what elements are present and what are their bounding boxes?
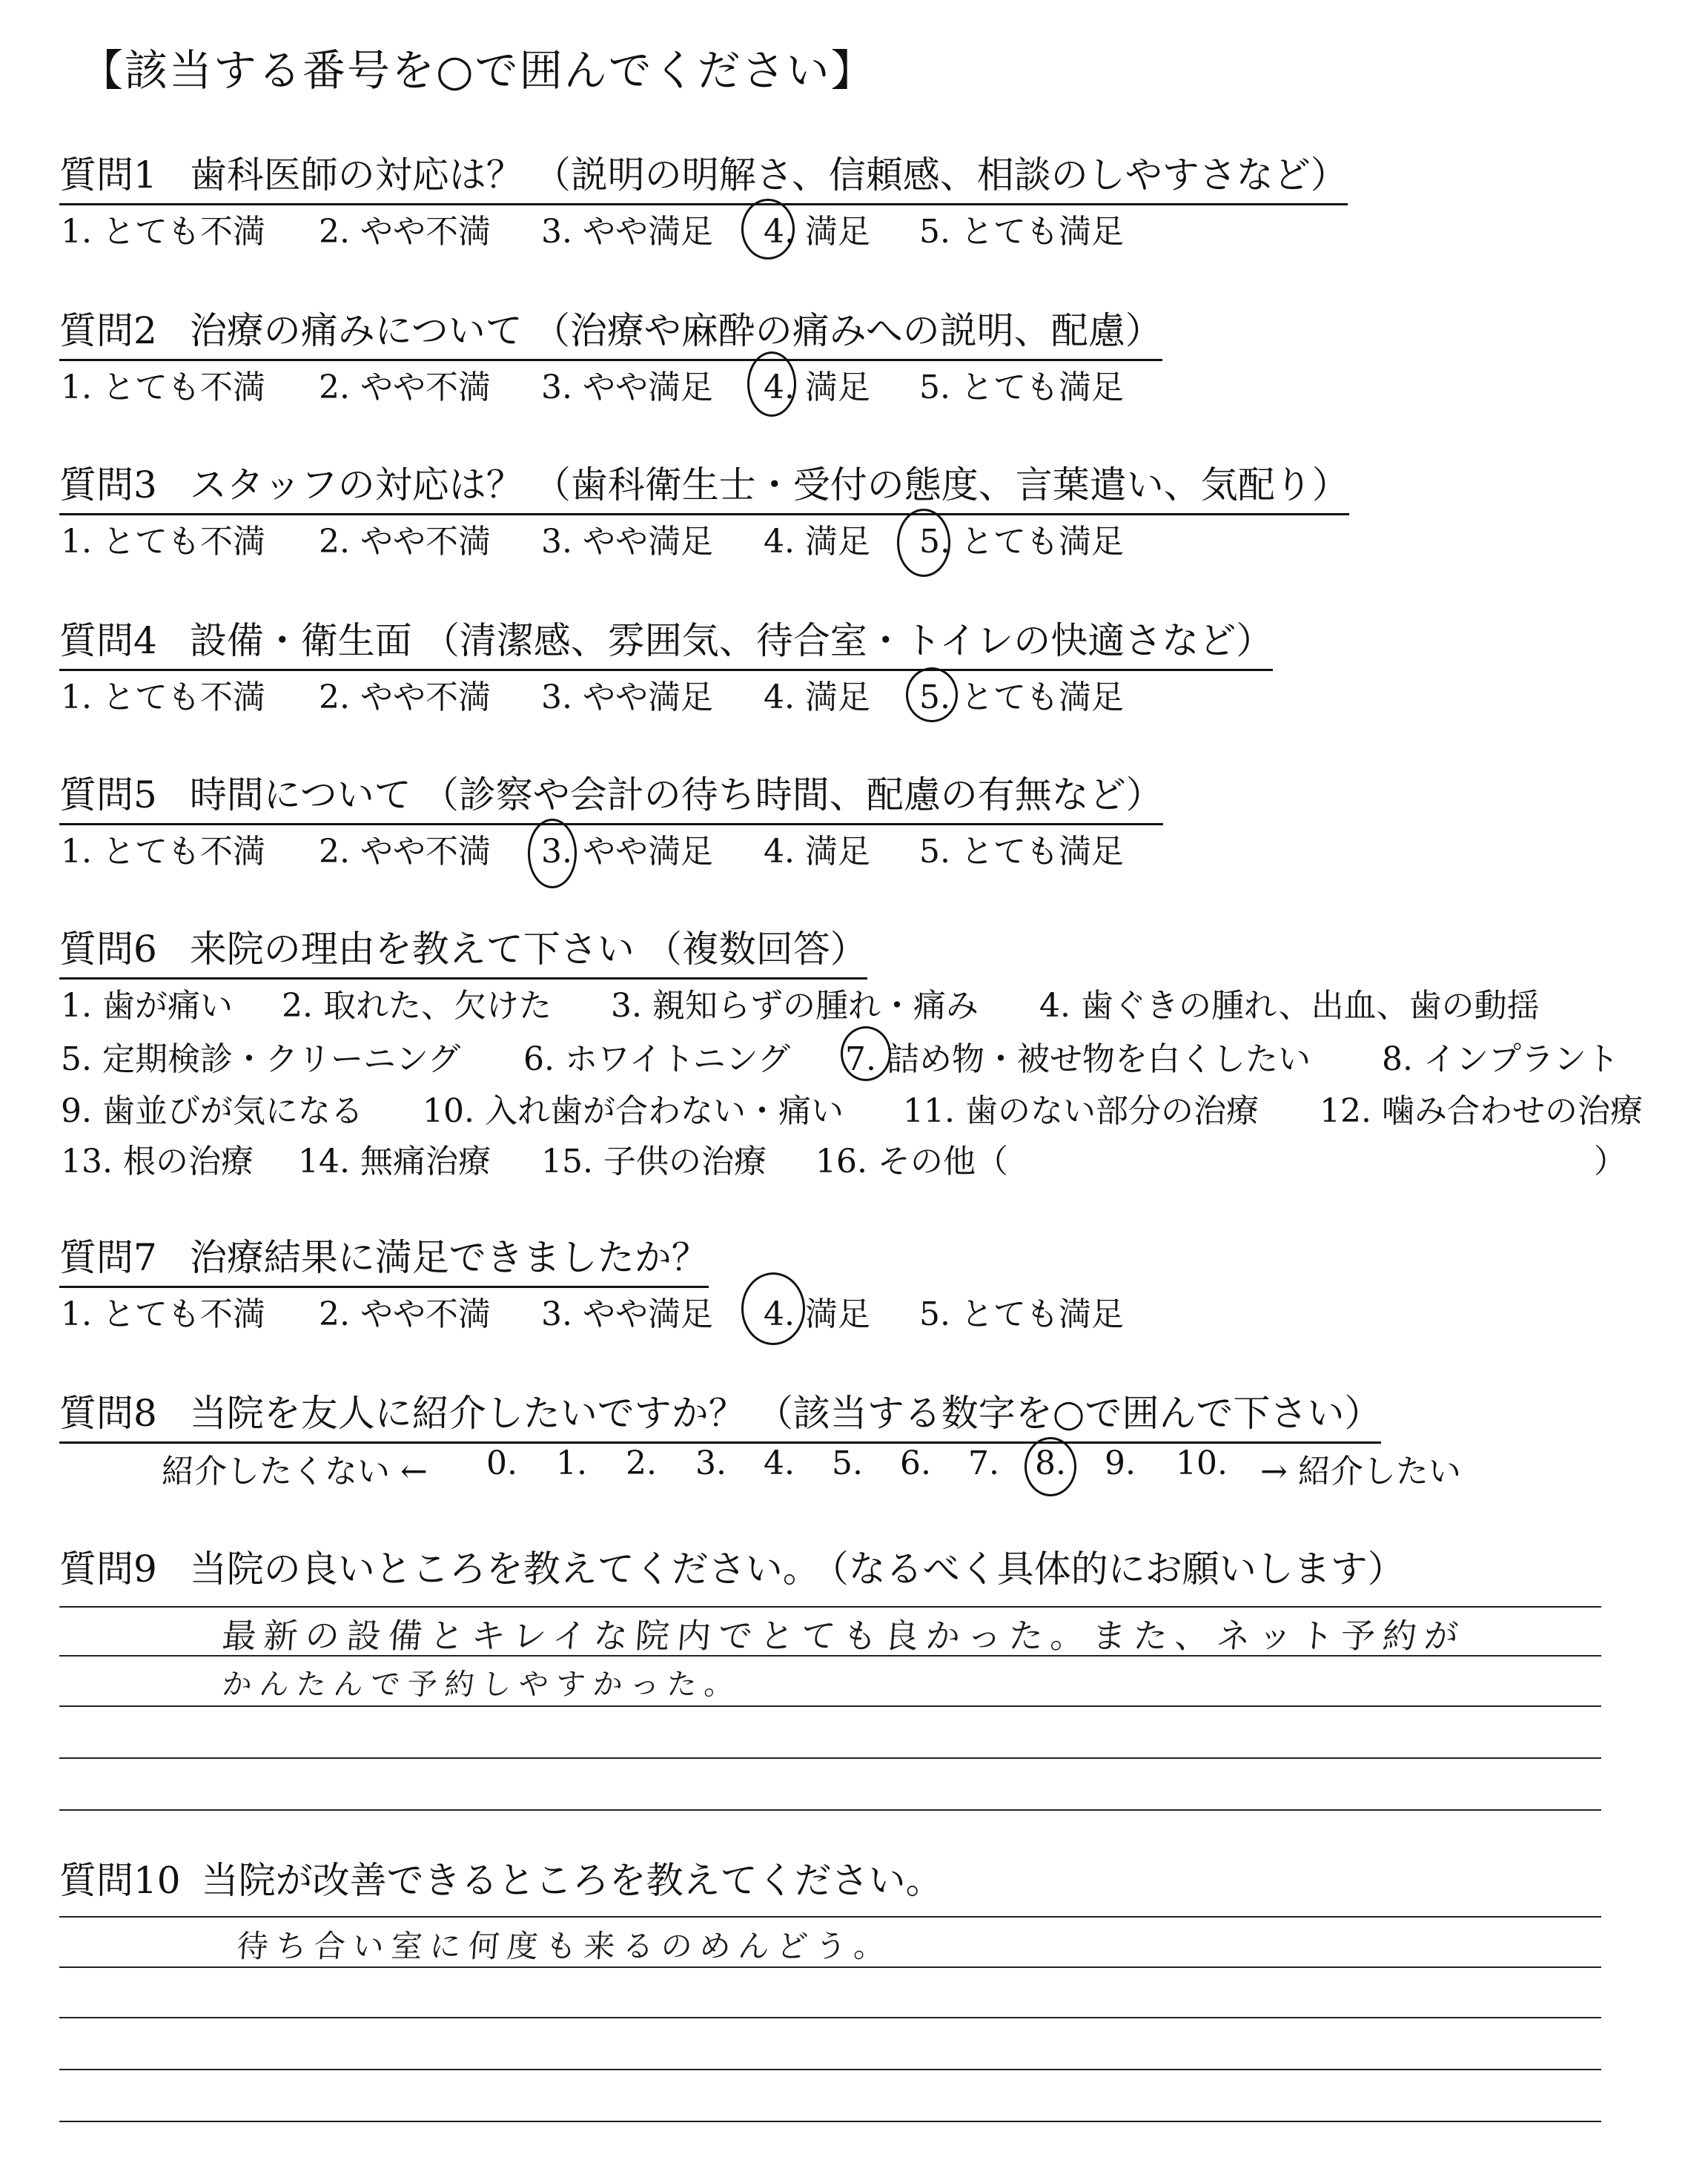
question-1-text: 歯科医師の対応は？ [189, 153, 523, 196]
q4-selected-circle [906, 667, 958, 722]
question-2-text: 治療の痛みについて [189, 309, 523, 352]
question-5-note: （診察や会計の待ち時間、配慮の有無など） [421, 773, 1163, 816]
q2-selected-circle [747, 351, 796, 417]
q6-option-9[interactable]: 9. 歯並びが気になる [61, 1092, 363, 1130]
q4-option-5[interactable]: 5. とても満足 [919, 678, 1124, 716]
question-5-heading [59, 765, 1163, 825]
question-6-number: 質問6 [59, 928, 157, 971]
q1-option-5[interactable]: 5. とても満足 [919, 213, 1124, 251]
question-1-heading [59, 145, 1348, 205]
q3-option-3[interactable]: 3. やや満足 [541, 523, 713, 561]
q5-option-5[interactable]: 5. とても満足 [919, 833, 1124, 871]
q8-scale-left-label: 紹介したくない ← [162, 1453, 428, 1490]
q3-option-2[interactable]: 2. やや不満 [319, 523, 491, 561]
question-8-text: 当院を友人に紹介したいですか？ [189, 1392, 746, 1435]
q10-writing-line [59, 2121, 1601, 2122]
q1-option-1[interactable]: 1. とても不満 [61, 213, 265, 251]
q5-option-2[interactable]: 2. やや不満 [319, 833, 491, 871]
q10-writing-line [59, 1966, 1601, 1968]
q6-option-6[interactable]: 6. ホワイトニング [523, 1040, 791, 1078]
q6-option-14[interactable]: 14. 無痛治療 [298, 1143, 491, 1180]
question-3-heading [59, 455, 1349, 515]
question-3-text: スタッフの対応は？ [189, 463, 523, 506]
question-1-note: （説明の明解さ、信頼感、相談のしやすさなど） [533, 153, 1348, 196]
q8-scale-1[interactable]: 1. [556, 1444, 587, 1482]
q6-option-10[interactable]: 10. 入れ歯が合わない・痛い [423, 1092, 844, 1130]
q9-writing-line [59, 1757, 1601, 1759]
q8-scale-10[interactable]: 10. [1176, 1444, 1228, 1482]
q6-option-3[interactable]: 3. 親知らずの腫れ・痛み [611, 987, 979, 1025]
q3-option-4[interactable]: 4. 満足 [764, 523, 870, 561]
q7-option-2[interactable]: 2. やや不満 [319, 1295, 491, 1333]
question-10-heading [59, 1851, 943, 1909]
q7-option-4[interactable]: 4. 満足 [764, 1295, 870, 1333]
question-9-text: 当院の良いところを教えてください。 [189, 1548, 820, 1591]
q3-option-5[interactable]: 5. とても満足 [919, 523, 1124, 561]
q9-handwritten-answer-line-2: かんたんで予約しやすかった。 [221, 1668, 743, 1702]
q6-option-2[interactable]: 2. 取れた、欠けた [282, 987, 552, 1025]
q7-option-5[interactable]: 5. とても満足 [919, 1295, 1124, 1333]
q8-scale-7[interactable]: 7. [968, 1444, 999, 1482]
q10-writing-line [59, 1916, 1601, 1918]
question-4-note: （清潔感、雰囲気、待合室・トイレの快適さなど） [422, 619, 1274, 662]
q6-option-1[interactable]: 1. 歯が痛い [61, 987, 233, 1025]
question-10-number: 質問10 [59, 1859, 181, 1902]
page-title: 【該当する番号を○で囲んでください】 [80, 45, 875, 96]
q9-writing-line [59, 1809, 1601, 1811]
question-8-heading [59, 1384, 1381, 1444]
question-6-heading [59, 919, 867, 980]
question-9-heading [59, 1539, 1405, 1597]
q5-selected-circle [528, 819, 577, 888]
q9-writing-line [59, 1606, 1601, 1608]
q2-option-3[interactable]: 3. やや満足 [541, 369, 713, 406]
q6-option-8[interactable]: 8. インプラント [1382, 1040, 1619, 1078]
q6-option-7[interactable]: 7. 詰め物・被せ物を白くしたい [845, 1040, 1311, 1078]
q5-option-3[interactable]: 3. やや満足 [541, 833, 713, 871]
q7-option-1[interactable]: 1. とても不満 [61, 1295, 265, 1333]
q10-handwritten-answer-line-1: 待ち合い室に何度も来るのめんどう。 [236, 1928, 894, 1964]
question-2-heading [59, 301, 1162, 361]
question-7-text: 治療結果に満足できましたか？ [189, 1236, 709, 1279]
q8-scale-2[interactable]: 2. [626, 1444, 657, 1482]
q8-scale-5[interactable]: 5. [832, 1444, 863, 1482]
question-9-number: 質問9 [59, 1548, 157, 1591]
question-1-number: 質問1 [59, 153, 157, 196]
q6-option-12[interactable]: 12. 噛み合わせの治療 [1320, 1092, 1643, 1130]
q4-option-4[interactable]: 4. 満足 [764, 678, 870, 716]
question-8-number: 質問8 [59, 1392, 157, 1435]
question-6-text: 来院の理由を教えて下さい [189, 928, 635, 971]
q1-option-3[interactable]: 3. やや満足 [541, 213, 713, 251]
q8-scale-4[interactable]: 4. [764, 1444, 795, 1482]
q2-option-1[interactable]: 1. とても不満 [61, 369, 265, 406]
q7-option-3[interactable]: 3. やや満足 [541, 1295, 713, 1333]
question-4-number: 質問4 [59, 619, 157, 662]
question-9-note: （なるべく具体的にお願いします） [830, 1548, 1405, 1591]
q6-option-4[interactable]: 4. 歯ぐきの腫れ、出血、歯の動揺 [1039, 987, 1540, 1025]
q4-option-1[interactable]: 1. とても不満 [61, 678, 265, 716]
question-2-number: 質問2 [59, 309, 157, 352]
q5-option-4[interactable]: 4. 満足 [764, 833, 870, 871]
question-2-note: （治療や麻酔の痛みへの説明、配慮） [532, 309, 1162, 352]
question-7-heading [59, 1228, 709, 1288]
q9-writing-line [59, 1705, 1601, 1707]
q6-option-13[interactable]: 13. 根の治療 [61, 1143, 254, 1180]
question-4-text: 設備・衛生面 [189, 619, 412, 662]
q8-scale-6[interactable]: 6. [900, 1444, 931, 1482]
q6-option-11[interactable]: 11. 歯のない部分の治療 [903, 1092, 1259, 1130]
question-6-note: （複数回答） [644, 928, 867, 971]
q6-selected-circle [841, 1026, 891, 1081]
question-10-text: 当院が改善できるところを教えてください。 [201, 1859, 943, 1902]
q10-writing-line [59, 2017, 1601, 2018]
q8-selected-circle [1025, 1437, 1076, 1496]
q2-option-5[interactable]: 5. とても満足 [919, 369, 1124, 406]
question-7-number: 質問7 [59, 1236, 157, 1279]
q2-option-2[interactable]: 2. やや不満 [319, 369, 491, 406]
q3-selected-circle [897, 509, 950, 577]
q8-scale-0[interactable]: 0. [486, 1444, 517, 1482]
question-5-text: 時間について [189, 773, 411, 816]
question-3-note: （歯科衛生士・受付の態度、言葉遣い、気配り） [533, 463, 1349, 506]
q9-handwritten-answer-line-1: 最新の設備とキレイな院内でとても良かった。また、ネット予約が [220, 1616, 1467, 1656]
q4-option-2[interactable]: 2. やや不満 [319, 678, 491, 716]
q8-scale-3[interactable]: 3. [695, 1444, 726, 1482]
question-4-heading [59, 611, 1273, 671]
q8-scale-8[interactable]: 8. [1035, 1444, 1066, 1482]
question-8-note: （該当する数字を○で囲んで下さい） [755, 1392, 1382, 1435]
question-3-number: 質問3 [59, 463, 157, 506]
q6-option-15[interactable]: 15. 子供の治療 [541, 1143, 767, 1180]
q6-option-16[interactable]: 16. その他（ [815, 1143, 1008, 1180]
q1-selected-circle [741, 199, 795, 260]
q2-option-4[interactable]: 4. 満足 [764, 369, 870, 406]
q1-option-2[interactable]: 2. やや不満 [319, 213, 491, 251]
q6-option-5[interactable]: 5. 定期検診・クリーニング [61, 1040, 461, 1078]
q4-option-3[interactable]: 3. やや満足 [541, 678, 713, 716]
q7-selected-circle [741, 1272, 805, 1345]
q6-other-close-paren: ） [1594, 1143, 1626, 1180]
q8-scale-right-label: → 紹介したい [1260, 1453, 1461, 1490]
q5-option-1[interactable]: 1. とても不満 [61, 833, 265, 871]
q3-option-1[interactable]: 1. とても不満 [61, 523, 265, 561]
question-5-number: 質問5 [59, 773, 157, 816]
q8-scale-9[interactable]: 9. [1105, 1444, 1136, 1482]
q10-writing-line [59, 2069, 1601, 2070]
q1-option-4[interactable]: 4. 満足 [764, 213, 870, 251]
